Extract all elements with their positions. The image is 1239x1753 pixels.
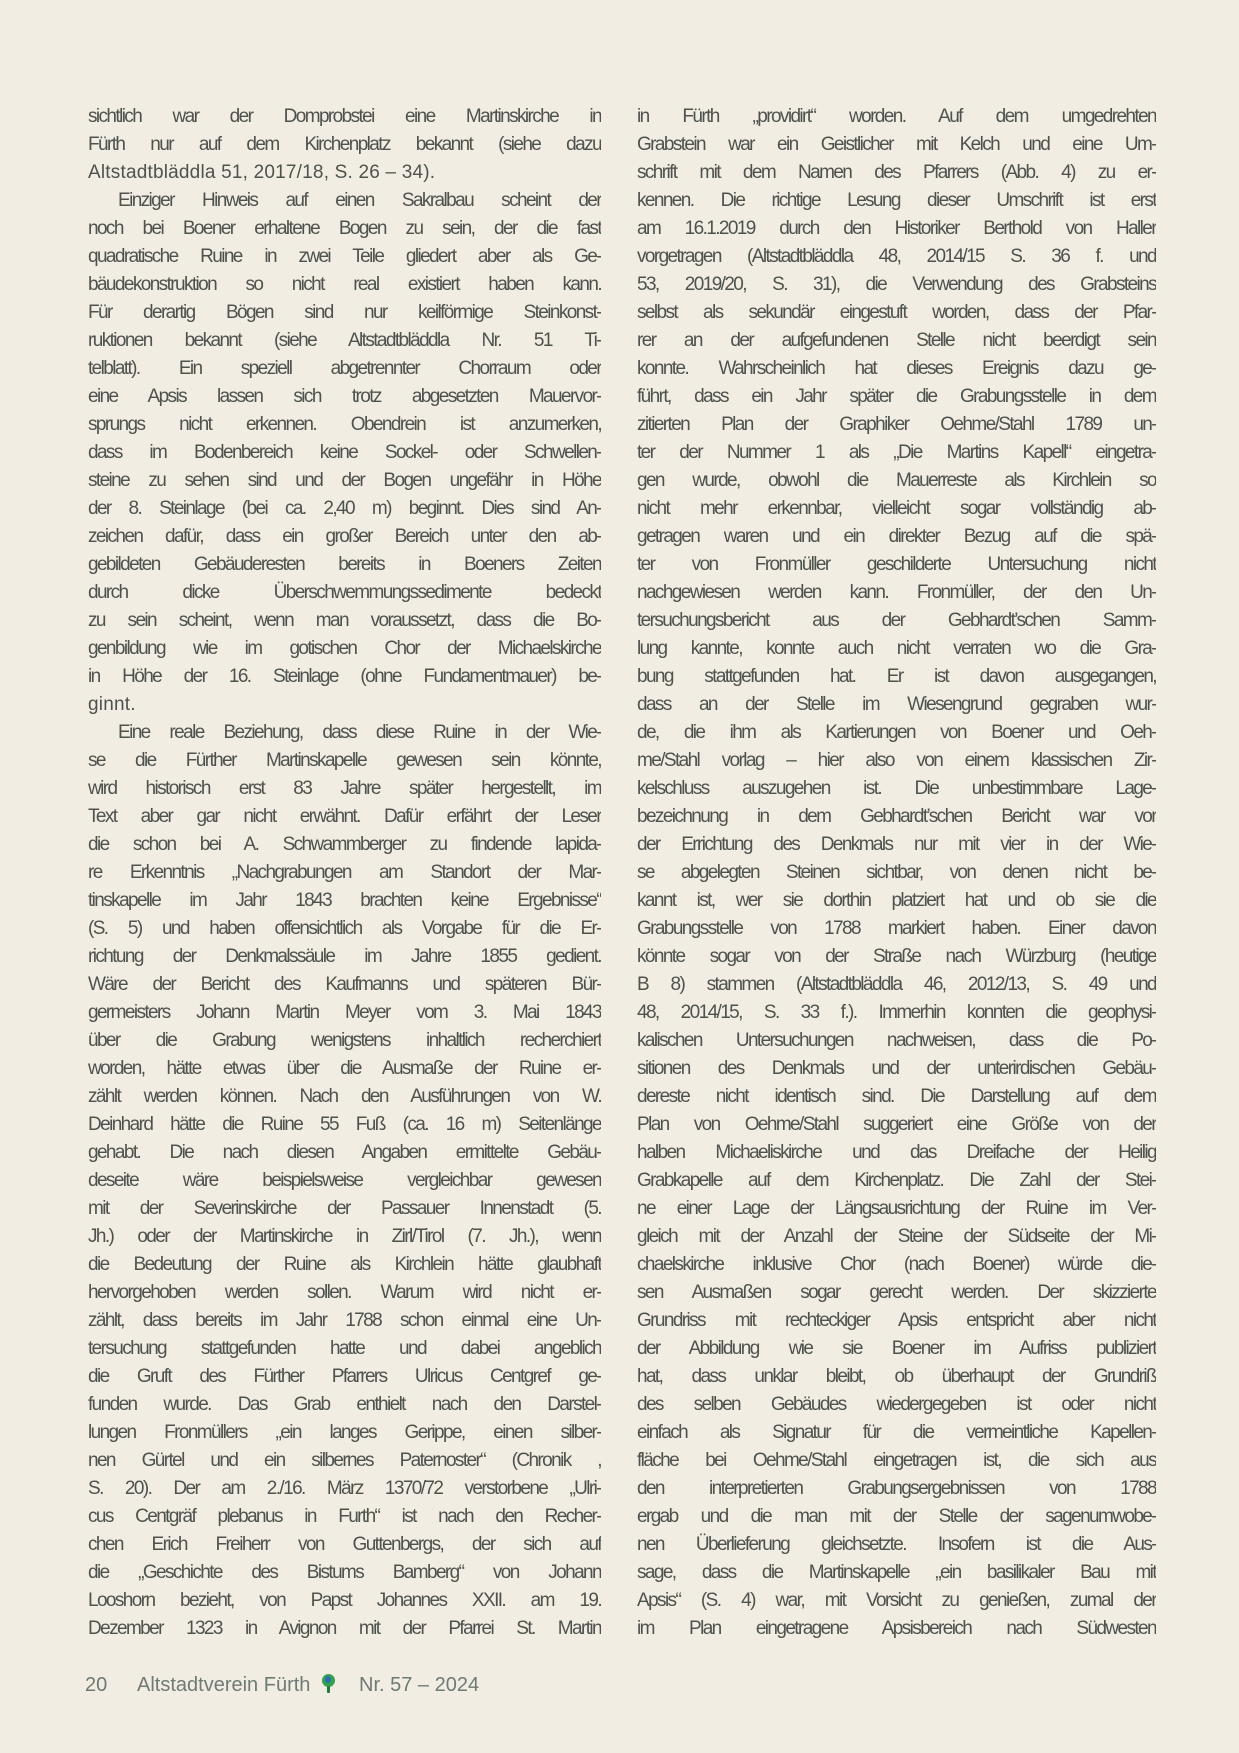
text-line: de, die ihm als Kartierungen von Boener und Oeh- bbox=[637, 722, 1156, 743]
text-line: die „Geschichte des Bistums Bamberg“ von Johann bbox=[88, 1562, 601, 1583]
text-line: kalischen Untersuchungen nachweisen, dass die Po- bbox=[637, 1030, 1156, 1051]
text-line: bäudekonstruktion so nicht real existiert haben kann. bbox=[88, 274, 601, 295]
text-line: vorgetragen (Altstadtbläddla 48, 2014/15 S. 36 f. und bbox=[637, 246, 1156, 267]
text-line: Einziger Hinweis auf einen Sakralbau scheint der bbox=[118, 190, 601, 211]
text-line: sage, dass die Martinskapelle „ein basilikaler Bau mit bbox=[637, 1562, 1156, 1583]
text-line: Text aber gar nicht erwähnt. Dafür erfährt der Leser bbox=[88, 806, 601, 827]
text-line: nen Gürtel und ein silbernes Paternoster“ (Chronik , bbox=[88, 1450, 601, 1471]
text-line: nen Überlieferung gleichsetzte. Insofern ist die Aus- bbox=[637, 1534, 1156, 1555]
text-line: könnte sogar von der Straße nach Würzburg (heutige bbox=[637, 946, 1156, 967]
text-line: die Gruft des Fürther Pfarrers Ulricus Centgref ge- bbox=[88, 1366, 601, 1387]
text-line: (S. 5) und haben offensichtlich als Vorgabe für die Er- bbox=[88, 918, 601, 939]
text-line: der Errichtung des Denkmals nur mit vier in der Wie- bbox=[637, 834, 1156, 855]
page-number: 20 bbox=[85, 1674, 108, 1696]
text-line: Apsis“ (S. 4) war, mit Vorsicht zu genießen, zumal der bbox=[637, 1590, 1156, 1611]
text-line: bung stattgefunden hat. Er ist davon ausgegangen, bbox=[637, 666, 1156, 687]
text-line: cus Centgräf plebanus in Furth“ ist nach den Recher- bbox=[88, 1506, 601, 1527]
text-line: die schon bei A. Schwammberger zu findende lapida- bbox=[88, 834, 601, 855]
text-line: einfach als Signatur für die vermeintliche Kapellen- bbox=[637, 1422, 1156, 1443]
text-line: Deinhard hätte die Ruine 55 Fuß (ca. 16 m) Seitenlänge bbox=[88, 1114, 601, 1135]
text-line: tersuchungsbericht aus der Gebhardt’schen Samm- bbox=[637, 610, 1156, 631]
text-line: die Bedeutung der Ruine als Kirchlein hätte glaubhaft bbox=[88, 1254, 601, 1275]
text-line: bezeichnung in dem Gebhardt’schen Bericht war vor bbox=[637, 806, 1156, 827]
text-line: führt, dass ein Jahr später die Grabungsstelle in dem bbox=[637, 386, 1156, 407]
text-line: am 16.1.2019 durch den Historiker Berthold von Haller bbox=[637, 218, 1156, 239]
text-line: steine zu sehen sind und der Bogen ungefähr in Höhe bbox=[88, 470, 601, 491]
tree-icon bbox=[321, 1673, 337, 1697]
text-line: sprungs nicht erkennen. Obendrein ist anzumerken, bbox=[88, 414, 601, 435]
text-line: Grundriss mit rechteckiger Apsis entspricht aber nicht bbox=[637, 1310, 1156, 1331]
text-line: chaelskirche inklusive Chor (nach Boener) würde die- bbox=[637, 1254, 1156, 1275]
text-line: ergab und die man mit der Stelle der sagenumwobe- bbox=[637, 1506, 1156, 1527]
tree-trunk bbox=[327, 1686, 330, 1693]
text-line: gen wurde, obwohl die Mauerreste als Kirchlein so bbox=[637, 470, 1156, 491]
text-line: Plan von Oehme/Stahl suggeriert eine Größe von der bbox=[637, 1114, 1156, 1135]
text-line: lung kannte, konnte auch nicht verraten wo die Gra- bbox=[637, 638, 1156, 659]
text-line: konnte. Wahrscheinlich hat dieses Ereignis dazu ge- bbox=[637, 358, 1156, 379]
text-line: gebildeten Gebäuderesten bereits in Boeners Zeiten bbox=[88, 554, 601, 575]
text-line: kannt ist, wer sie dorthin platziert hat und ob sie die bbox=[637, 890, 1156, 911]
article-column-left bbox=[88, 103, 601, 1643]
text-line: S. 20). Der am 2./16. März 1370/72 verstorbene „Ulri- bbox=[88, 1478, 601, 1499]
text-line: des selben Gebäudes wiedergegeben ist oder nicht bbox=[637, 1394, 1156, 1415]
text-line: 53, 2019/20, S. 31), die Verwendung des Grabsteins bbox=[637, 274, 1156, 295]
text-line: Wäre der Bericht des Kaufmanns und späteren Bür- bbox=[88, 974, 601, 995]
article-column-right bbox=[637, 103, 1156, 1643]
text-line: den interpretierten Grabungsergebnissen von 1788 bbox=[637, 1478, 1156, 1499]
footer-publication: Altstadtverein Fürth bbox=[137, 1674, 311, 1696]
text-line: zu sein scheint, wenn man voraussetzt, dass die Bo- bbox=[88, 610, 601, 631]
text-line: halben Michaeliskirche und das Dreifache der Heilig bbox=[637, 1142, 1156, 1163]
text-line: lungen Fronmüllers „ein langes Gerippe, einen silber- bbox=[88, 1422, 601, 1443]
text-line: ruktionen bekannt (siehe Altstadtbläddla Nr. 51 Ti- bbox=[88, 330, 601, 351]
text-line: gehabt. Die nach diesen Angaben ermittelte Gebäu- bbox=[88, 1142, 601, 1163]
text-line: nicht mehr erkennbar, vielleicht sogar vollständig ab- bbox=[637, 498, 1156, 519]
text-line: dass im Bodenbereich keine Sockel- oder Schwellen- bbox=[88, 442, 601, 463]
text-line: fläche bei Oehme/Stahl eingetragen ist, die sich aus bbox=[637, 1450, 1156, 1471]
text-line: rer an der aufgefundenen Stelle nicht beerdigt sein bbox=[637, 330, 1156, 351]
text-line: hervorgehoben werden sollen. Warum wird nicht er- bbox=[88, 1282, 601, 1303]
text-line: Jh.) oder der Martinskirche in Zirl/Tirol (7. Jh.), wenn bbox=[88, 1226, 601, 1247]
text-line: noch bei Boener erhaltene Bogen zu sein, der die fast bbox=[88, 218, 601, 239]
text-line: gleich mit der Anzahl der Steine der Südseite der Mi- bbox=[637, 1226, 1156, 1247]
text-line: eine Apsis lassen sich trotz abgesetzten Mauervor- bbox=[88, 386, 601, 407]
text-line: me/Stahl vorlag – hier also von einem klassischen Zir- bbox=[637, 750, 1156, 771]
text-line: chen Erich Freiherr von Guttenbergs, der sich auf bbox=[88, 1534, 601, 1555]
text-line: wird historisch erst 83 Jahre später hergestellt, im bbox=[88, 778, 601, 799]
text-line: sen Ausmaßen sogar gerecht werden. Der skizzierte bbox=[637, 1282, 1156, 1303]
text-line: ne einer Lage der Längsausrichtung der Ruine im Ver- bbox=[637, 1198, 1156, 1219]
text-line: ginnt. bbox=[88, 694, 136, 715]
text-line: quadratische Ruine in zwei Teile gliedert aber als Ge- bbox=[88, 246, 601, 267]
text-line: tersuchung stattgefunden hatte und dabei angeblich bbox=[88, 1338, 601, 1359]
text-line: genbildung wie im gotischen Chor der Michaelskirche bbox=[88, 638, 601, 659]
footer-issue: Nr. 57 – 2024 bbox=[359, 1674, 480, 1696]
text-line: mit der Severinskirche der Passauer Innenstadt (5. bbox=[88, 1198, 601, 1219]
text-line: worden, hätte etwas über die Ausmaße der Ruine er- bbox=[88, 1058, 601, 1079]
text-line: dass an der Stelle im Wiesengrund gegraben wur- bbox=[637, 694, 1156, 715]
text-line: nachgewiesen werden kann. Fronmüller, der den Un- bbox=[637, 582, 1156, 603]
text-line: Altstadtbläddla 51, 2017/18, S. 26 – 34). bbox=[88, 162, 436, 183]
text-line: germeisters Johann Martin Meyer vom 3. Mai 1843 bbox=[88, 1002, 601, 1023]
text-line: Grabstein war ein Geistlicher mit Kelch und eine Um- bbox=[637, 134, 1156, 155]
text-line: Dezember 1323 in Avignon mit der Pfarrei St. Martin bbox=[88, 1618, 601, 1639]
text-line: re Erkenntnis „Nachgrabungen am Standort der Mar- bbox=[88, 862, 601, 883]
text-line: Für derartig Bögen sind nur keilförmige Steinkonst- bbox=[88, 302, 601, 323]
text-line: Grabkapelle auf dem Kirchenplatz. Die Zahl der Stei- bbox=[637, 1170, 1156, 1191]
text-line: se abgelegten Steinen sichtbar, von denen nicht be- bbox=[637, 862, 1156, 883]
text-line: der Abbildung wie sie Boener im Aufriss publiziert bbox=[637, 1338, 1156, 1359]
text-line: B 8) stammen (Altstadtbläddla 46, 2012/13, S. 49 und bbox=[637, 974, 1156, 995]
text-line: 48, 2014/15, S. 33 f.). Immerhin konnten die geophysi- bbox=[637, 1002, 1156, 1023]
text-line: schrift mit dem Namen des Pfarrers (Abb. 4) zu er- bbox=[637, 162, 1156, 183]
text-line: Grabungsstelle von 1788 markiert haben. Einer davon bbox=[637, 918, 1156, 939]
text-line: dereste nicht identisch sind. Die Darstellung auf dem bbox=[637, 1086, 1156, 1107]
text-line: zählt, dass bereits im Jahr 1788 schon einmal eine Un- bbox=[88, 1310, 601, 1331]
text-line: im Plan eingetragene Apsisbereich nach Südwesten bbox=[637, 1618, 1156, 1639]
tree-center-dot bbox=[325, 1676, 331, 1683]
text-line: richtung der Denkmalssäule im Jahre 1855 gedient. bbox=[88, 946, 601, 967]
text-line: getragen waren und ein direkter Bezug auf die spä- bbox=[637, 526, 1156, 547]
text-line: ter von Fronmüller geschilderte Untersuchung nicht bbox=[637, 554, 1156, 575]
text-line: über die Grabung wenigstens inhaltlich recherchiert bbox=[88, 1030, 601, 1051]
text-line: selbst als sekundär eingestuft worden, dass der Pfar- bbox=[637, 302, 1156, 323]
text-line: in Höhe der 16. Steinlage (ohne Fundamentmauer) be- bbox=[88, 666, 601, 687]
text-line: sichtlich war der Domprobstei eine Martinskirche in bbox=[88, 106, 601, 127]
text-line: deseite wäre beispielsweise vergleichbar gewesen bbox=[88, 1170, 601, 1191]
text-line: Fürth nur auf dem Kirchenplatz bekannt (siehe dazu bbox=[88, 134, 601, 155]
text-line: Looshorn bezieht, von Papst Johannes XXII. am 19. bbox=[88, 1590, 601, 1611]
text-line: der 8. Steinlage (bei ca. 2,40 m) beginnt. Dies sind An- bbox=[88, 498, 601, 519]
text-line: kelschluss auszugehen ist. Die unbestimmbare Lage- bbox=[637, 778, 1156, 799]
text-line: tinskapelle im Jahr 1843 brachten keine Ergebnisse“ bbox=[88, 890, 601, 911]
text-line: kennen. Die richtige Lesung dieser Umschrift ist erst bbox=[637, 190, 1156, 211]
text-line: hat, dass unklar bleibt, ob überhaupt der Grundriß bbox=[637, 1366, 1156, 1387]
text-line: durch dicke Überschwemmungssedimente bedeckt bbox=[88, 582, 601, 603]
text-line: sitionen des Denkmals und der unterirdischen Gebäu- bbox=[637, 1058, 1156, 1079]
text-line: ter der Nummer 1 als „Die Martins Kapell“ eingetra- bbox=[637, 442, 1156, 463]
text-line: zeichen dafür, dass ein großer Bereich unter den ab- bbox=[88, 526, 601, 547]
text-line: se die Fürther Martinskapelle gewesen sein könnte, bbox=[88, 750, 601, 771]
text-line: in Fürth „providirt“ worden. Auf dem umgedrehten bbox=[637, 106, 1156, 127]
text-line: funden wurde. Das Grab enthielt nach den Darstel- bbox=[88, 1394, 601, 1415]
page-footer bbox=[0, 1670, 1239, 1704]
text-line: zählt werden können. Nach den Ausführungen von W. bbox=[88, 1086, 601, 1107]
text-line: zitierten Plan der Graphiker Oehme/Stahl 1789 un- bbox=[637, 414, 1156, 435]
text-line: telblatt). Ein speziell abgetrennter Chorraum oder bbox=[88, 358, 601, 379]
text-line: Eine reale Beziehung, dass diese Ruine in der Wie- bbox=[118, 722, 601, 743]
